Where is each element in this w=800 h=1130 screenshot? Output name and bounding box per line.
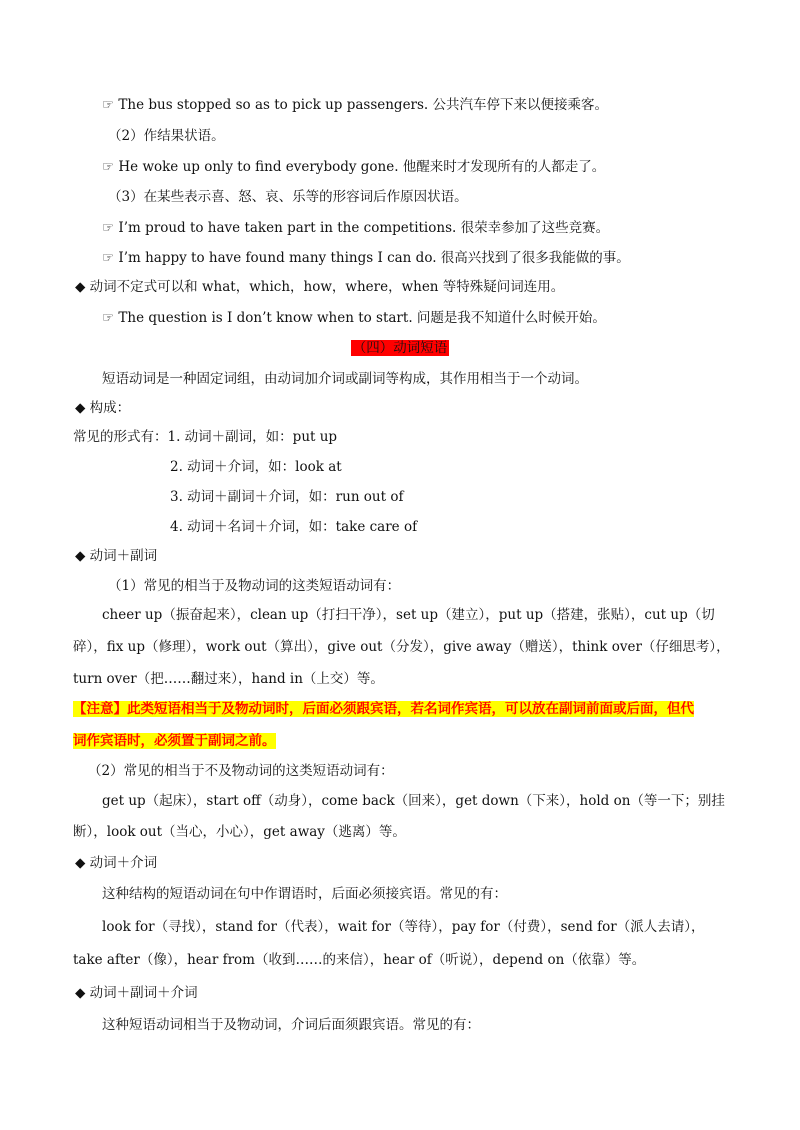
bullet-point: ◆ 动词＋介词 [75, 855, 158, 871]
rule-item: （3）在某些表示喜、怒、哀、乐等的形容词后作原因状语。 [108, 189, 468, 205]
form-list-item: 3. 动词＋副词＋介词，如：run out of [170, 489, 404, 505]
example-sentence: ☞ He woke up only to find everybody gone. 他醒来时才发现所有的人都走了。 [102, 159, 606, 175]
rule-item: （2）常见的相当于不及物动词的这类短语动词有： [88, 763, 394, 779]
form-list-item: 4. 动词＋名词＋介词，如：take care of [170, 519, 418, 535]
paragraph-line: 断），look out（当心，小心），get away（逃离）等。 [73, 824, 406, 840]
note-text: 【注意】此类短语相当于及物动词时，后面必须跟宾语，若名词作宾语，可以放在副词前面或后面，但代 [73, 701, 694, 717]
bullet-point: ◆ 动词不定式可以和 what，which，how，where，when 等特殊疑问词连用。 [75, 279, 565, 295]
example-sentence: ☞ I’m proud to have taken part in the competitions. 很荣幸参加了这些竞赛。 [102, 220, 610, 236]
paragraph-line: take after（像），hear from（收到……的来信），hear of（听说），depend on（依靠）等。 [73, 952, 646, 968]
bullet-point: ◆ 构成： [75, 400, 131, 416]
note-line [73, 699, 694, 719]
bullet-point: ◆ 动词＋副词＋介词 [75, 985, 198, 1001]
bullet-point: ◆ 动词＋副词 [75, 548, 158, 564]
paragraph: 这种结构的短语动词在句中作谓语时，后面必须接宾语。常见的有： [102, 886, 507, 902]
example-sentence: ☞ The bus stopped so as to pick up passengers. 公共汽车停下来以便接乘客。 [102, 97, 609, 113]
section-heading-text: （四）动词短语 [352, 340, 448, 356]
rule-item: （1）常见的相当于及物动词的这类短语动词有： [108, 578, 401, 594]
paragraph-line: turn over（把……翻过来），hand in（上交）等。 [73, 671, 384, 687]
note-line [73, 731, 276, 751]
form-list-item: 2. 动词＋介词，如：look at [170, 459, 342, 475]
section-heading [0, 338, 800, 358]
paragraph-line: look for（寻找），stand for（代表），wait for（等待），pay for（付费），send for（派人去请）， [102, 919, 705, 935]
paragraph-line: cheer up（振奋起来），clean up（打扫干净），set up（建立），put up（搭建，张贴），cut up（切 [102, 607, 715, 623]
paragraph-line: 碎），fix up（修理），work out（算出），give out（分发），give away（赠送），think over（仔细思考）， [73, 639, 730, 655]
paragraph: 这种短语动词相当于及物动词，介词后面须跟宾语。常见的有： [102, 1017, 480, 1033]
example-sentence: ☞ The question is I don’t know when to start. 问题是我不知道什么时候开始。 [102, 310, 606, 326]
rule-item: （2）作结果状语。 [108, 128, 225, 144]
paragraph-line: get up（起床），start off（动身），come back（回来），get down（下来），hold on（等一下；别挂 [102, 793, 725, 809]
form-list-item: 常见的形式有：1. 动词＋副词，如：put up [73, 429, 338, 445]
example-sentence: ☞ I’m happy to have found many things I can do. 很高兴找到了很多我能做的事。 [102, 250, 630, 266]
note-text: 词作宾语时，必须置于副词之前。 [73, 733, 276, 749]
paragraph: 短语动词是一种固定词组，由动词加介词或副词等构成，其作用相当于一个动词。 [102, 371, 588, 387]
